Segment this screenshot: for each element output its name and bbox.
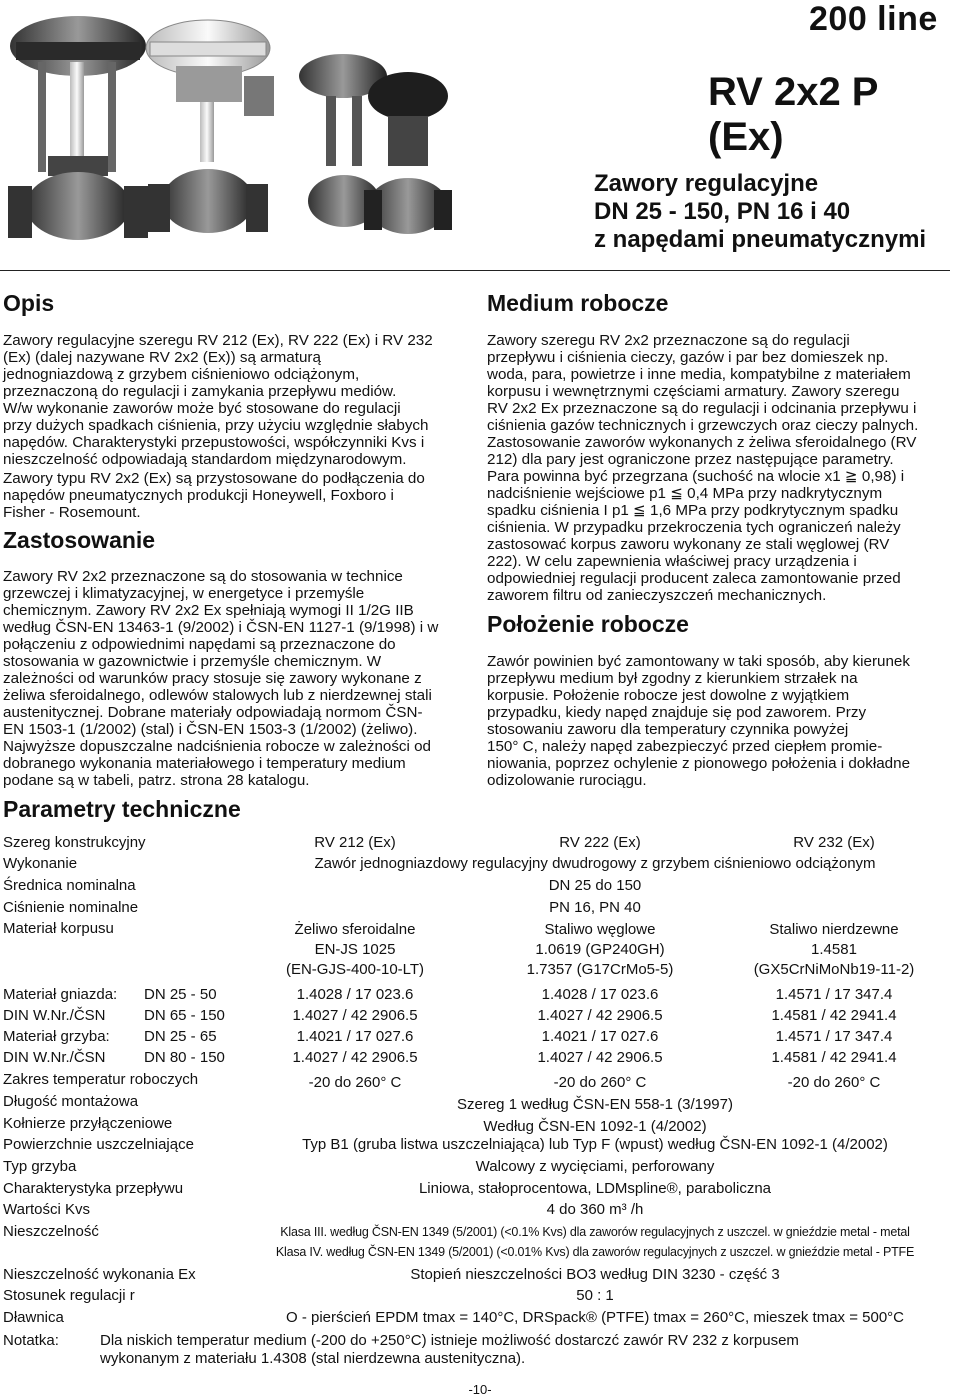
row-label: Typ grzyba [3, 1158, 77, 1175]
cell: Liniowa, stałoprocentowa, LDMspline®, paraboliczna [418, 1180, 772, 1197]
cell: 1.4027 / 42 2906.5 [537, 1049, 663, 1066]
note-label: Notatka: [3, 1332, 59, 1349]
cell: 1.4027 / 42 2906.5 [537, 1007, 663, 1024]
row-label: Materiał korpusu [3, 920, 114, 937]
cell: Typ B1 (gruba listwa uszczelniająca) lub Typ F (wpust) według ČSN-EN 1092-1 (4/2002) [302, 1136, 888, 1153]
cell: 1.4581 / 42 2941.4 [771, 1049, 897, 1066]
cell: RV 212 (Ex) [314, 834, 396, 851]
product-line: 200 line [809, 0, 938, 38]
cell: 1.4027 / 42 2906.5 [292, 1049, 418, 1066]
cell: 4 do 360 m³ /h [546, 1201, 644, 1218]
row-label: Ciśnienie nominalne [3, 899, 139, 916]
row-sublabel: DN 80 - 150 [144, 1049, 225, 1066]
row-label: Szereg konstrukcyjny [3, 834, 146, 851]
cell: 1.4028 / 17 023.6 [541, 986, 659, 1003]
cell: Klasa IV. według ČSN-EN 1349 (5/2001) (<0.01% Kvs) dla zaworów regulacyjnych z uszczel. w gnieździe metal - PTFE [275, 1245, 915, 1259]
section-title: Położenie robocze [487, 611, 689, 637]
product-subtitle [594, 170, 926, 254]
header-divider [0, 270, 950, 271]
section-title: Zastosowanie [3, 527, 156, 553]
cell: 1.4021 / 17 027.6 [541, 1028, 659, 1045]
section-opis [3, 290, 465, 521]
cell: 50 : 1 [576, 1287, 614, 1304]
row-sublabel: DN 25 - 65 [144, 1028, 217, 1045]
row-sublabel: DN 25 - 50 [144, 986, 217, 1003]
row-label: Stosunek regulacji r [3, 1287, 135, 1304]
row-label: Materiał grzyba: [3, 1028, 110, 1045]
row-label: DIN W.Nr./ČSN [3, 1007, 106, 1024]
cell: -20 do 260° C [553, 1074, 647, 1091]
cell: 1.4581 / 42 2941.4 [771, 1007, 897, 1024]
row-label: Kołnierze przyłączeniowe [3, 1115, 173, 1132]
row-sublabel: DN 65 - 150 [144, 1007, 225, 1024]
cell: Według ČSN-EN 1092-1 (4/2002) [483, 1118, 707, 1135]
section-polozenie [487, 611, 949, 789]
row-label: Nieszczelność [3, 1223, 99, 1240]
opis-paragraph-2: Zawory typu RV 2x2 (Ex) są przystosowane do podłączenia do napędów pneumatycznych produkcji Honeywell, Foxboro i Fisher - Rosemount. [3, 470, 425, 521]
section-medium [487, 290, 949, 604]
subtitle-line: DN 25 - 150, PN 16 i 40 [594, 198, 851, 225]
valve-photo-icon [8, 6, 456, 260]
row-label: Średnica nominalna [3, 877, 136, 894]
note-text: Dla niskich temperatur medium (-200 do +250°C) istnieje możliwość dostarczć zawór RV 232 z korpusem wykonanym z materiału 1.4308 (stal nierdzewna austenityczna). [100, 1332, 799, 1367]
cell: Zawór jednogniazdowy regulacyjny dwudrogowy z grzybem ciśnieniowo odciążonym [314, 855, 876, 872]
product-model: RV 2x2 P (Ex) [708, 70, 878, 159]
row-label: Powierzchnie uszczelniające [3, 1136, 194, 1153]
cell: Walcowy z wycięciami, perforowany [475, 1158, 715, 1175]
subtitle-line: z napędami pneumatycznymi [594, 226, 927, 253]
valves-photo [8, 6, 456, 260]
medium-paragraph: Zawory szeregu RV 2x2 przeznaczone są do regulacji przepływu i ciśnienia cieczy, gazów i par bez domieszek np. woda, para, powietrze i inne media, kompatybilne z materiałem korpusu i wewnętrznymi częściami armatury. Zawory szeregu RV 2x2 Ex przeznaczone są do regulacji i odcinania przepływu i ciśnienia gazów technicznych i grzewczych oraz cieczy palnych. Zastosowanie zaworów wykonanych z żeliwa sferoidalnego (RV 212) dla pary jest ograniczone przez następujące parametry. Para powinna być przegrzana (suchość na wlocie x1 ≧ 0,98) i nadciśnienie wejściowe p1 ≦ 0,4 MPa przy nadkrytycznym spadku ciśnienia I p1 ≦ 1,6 MPa przy podkrytycznym spadku ciśnienia. W przypadku przekroczenia tych ograniczeń należy zastosować korpus zaworu wykonany ze stali węglowej (RV 222). W celu zapewnienia właściwej pracy urządzenia i odpowiedniej regulacji producent zaleca zamontowanie przed zaworem filtru od zanieczyszczeń mechanicznych. [487, 332, 919, 604]
row-label: Nieszczelność wykonania Ex [3, 1266, 196, 1283]
cell: 1.4571 / 17 347.4 [775, 986, 893, 1003]
cell: RV 232 (Ex) [793, 834, 875, 851]
section-zastosowanie [3, 527, 465, 789]
row-label: Długość montażowa [3, 1093, 139, 1110]
cell: Staliwo węglowe 1.0619 (GP240GH) 1.7357 (G17CrMo5-5) [526, 921, 674, 978]
subtitle-line: Zawory regulacyjne [594, 170, 819, 197]
page-number: -10- [468, 1382, 492, 1397]
cell: 1.4021 / 17 027.6 [296, 1028, 414, 1045]
opis-paragraph-1: Zawory regulacyjne szeregu RV 212 (Ex), RV 222 (Ex) i RV 232 (Ex) (dalej nazywane RV 2x2 (Ex)) są armaturą jednogniazdową z grzybem ciśnieniowo odciążonym, przeznaczoną do regulacji i zamykania przepływu mediów. W/w wykonanie zaworów może być stosowane do regulacji przy dużych spadkach ciśnienia, przy użyciu względnie słabych napędów. Charakterystyki przepustowości, współczynniki Kvs i nieszczelność odpowiadają standardom międzynarodowym. [3, 332, 433, 468]
section-title: Opis [3, 290, 55, 316]
cell: 1.4028 / 17 023.6 [296, 986, 414, 1003]
row-label: Materiał gniazda: [3, 986, 118, 1003]
row-label: Zakres temperatur roboczych [3, 1071, 199, 1088]
cell: DN 25 do 150 [548, 877, 642, 894]
cell: Staliwo nierdzewne 1.4581 (GX5CrNiMoNb19-11-2) [753, 921, 915, 978]
cell: RV 222 (Ex) [559, 834, 641, 851]
cell: Stopień nieszczelności BO3 według DIN 3230 - część 3 [410, 1266, 780, 1283]
row-label: Wartości Kvs [3, 1201, 90, 1218]
cell: PN 16, PN 40 [549, 899, 641, 916]
row-label: Dławnica [3, 1309, 64, 1326]
row-label: DIN W.Nr./ČSN [3, 1049, 106, 1066]
row-label: Charakterystyka przepływu [3, 1180, 184, 1197]
cell: Klasa III. według ČSN-EN 1349 (5/2001) (<0.1% Kvs) dla zaworów regulacyjnych z uszczel. w gnieździe metal - metal [280, 1225, 910, 1239]
zastosowanie-paragraph: Zawory RV 2x2 przeznaczone są do stosowania w technice grzewczej i klimatyzacyjnej, w energetyce i przemyśle chemicznym. Zawory RV 2x2 Ex spełniają wymogi II 1/2G IIB według ČSN-EN 13463-1 (9/2002) i ČSN-EN 1127-1 (9/1998) i w połączeniu z odpowiednimi napędami są przeznaczone do stosowania w gazownictwie i przemyśle chemicznym. W zależności od warunków pracy stosuje się zawory wykonane z żeliwa sferoidalnego, odlewów stalowych lub z nierdzewnej stali austenitycznej. Dobrane materiały odpowiadają normom ČSN- EN 1503-1 (1/2002) (stal) i ČSN-EN 1503-3 (1/2002) (żeliwo). Najwyższe dopuszczalne nadciśnienia robocze w zależności od dobranego wykonania materiałowego i temperatury medium podane są w tabeli, patrz. strona 28 katalogu. [3, 568, 439, 789]
cell: -20 do 260° C [787, 1074, 881, 1091]
polozenie-paragraph: Zawór powinien być zamontowany w taki sposób, aby kierunek przepływu medium był zgodny z kierunkiem strzałek na korpusie. Położenie robocze jest dowolne z wyjątkiem przypadku, kiedy napęd znajduje się pod zaworem. Przy stosowaniu zaworu dla temperatury czynnika powyżej 150° C, należy napęd zabezpieczyć przed ciepłem promie- niowania, poprzez ochylenie z pionowego położenia i dokładne odizolowanie rurociągu. [487, 653, 911, 789]
cell: 1.4027 / 42 2906.5 [292, 1007, 418, 1024]
params-title: Parametry techniczne [3, 796, 241, 822]
cell: 1.4571 / 17 347.4 [775, 1028, 893, 1045]
cell: Szereg 1 według ČSN-EN 558-1 (3/1997) [457, 1096, 733, 1113]
section-title: Medium robocze [487, 290, 669, 316]
cell: Żeliwo sferoidalne EN-JS 1025 (EN-GJS-400-10-LT) [285, 921, 425, 978]
cell: -20 do 260° C [308, 1074, 402, 1091]
row-label: Wykonanie [3, 855, 78, 872]
cell: O - pierścień EPDM tmax = 140°C, DRSpack® (PTFE) tmax = 260°C, mieszek tmax = 500°C [286, 1309, 904, 1326]
